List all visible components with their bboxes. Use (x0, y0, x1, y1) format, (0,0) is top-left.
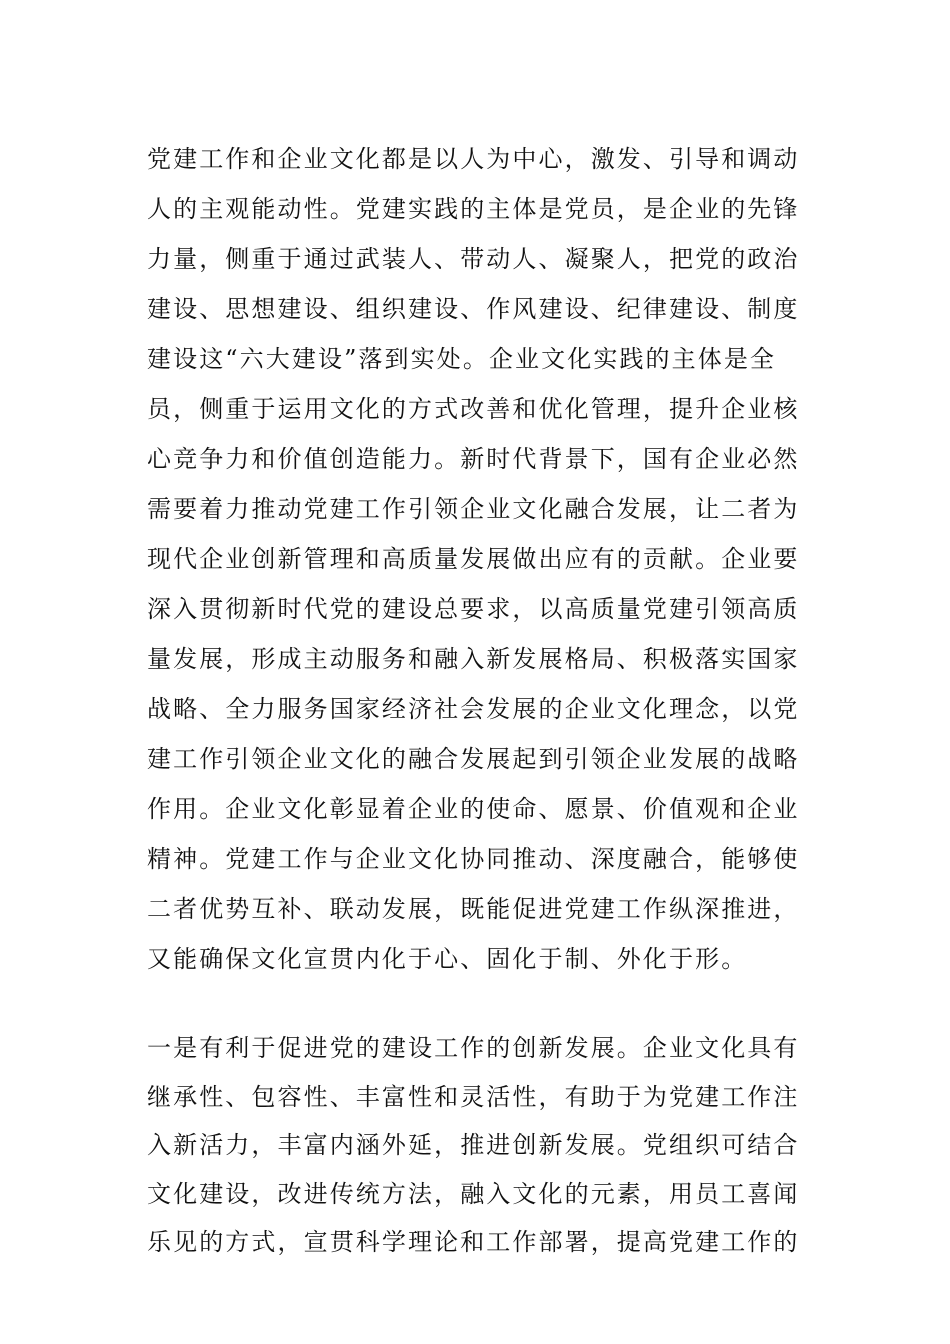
text-line: 力量，侧重于通过武装人、带动人、凝聚人，把党的政治 (147, 245, 800, 273)
text-line: 心竞争力和价值创造能力。新时代背景下，国有企业必然 (147, 445, 800, 473)
text-line: 深入贯彻新时代党的建设总要求，以高质量党建引领高质 (147, 595, 800, 623)
text-line: 精神。党建工作与企业文化协同推动、深度融合，能够使 (147, 845, 800, 873)
paragraph-2 (147, 1024, 807, 1267)
text-line: 党建工作和企业文化都是以人为中心，激发、引导和调动 (147, 145, 800, 173)
text-line: 继承性、包容性、丰富性和灵活性，有助于为党建工作注 (147, 1082, 800, 1111)
paragraph-1 (147, 134, 807, 984)
text-line: 员，侧重于运用文化的方式改善和优化管理，提升企业核 (147, 395, 800, 423)
text-line: 入新活力，丰富内涵外延，推进创新发展。党组织可结合 (147, 1131, 800, 1159)
text-line: 人的主观能动性。党建实践的主体是党员，是企业的先锋 (147, 195, 800, 223)
text-line: 一是有利于促进党的建设工作的创新发展。企业文化具有 (147, 1034, 800, 1062)
text-line: 建设、思想建设、组织建设、作风建设、纪律建设、制度 (147, 295, 800, 323)
text-line: 作用。企业文化彰显着企业的使命、愿景、价值观和企业 (147, 795, 800, 823)
text-line: 又能确保文化宣贯内化于心、固化于制、外化于形。 (147, 945, 748, 973)
text-line: 文化建设，改进传统方法，融入文化的元素，用员工喜闻 (147, 1179, 800, 1208)
text-line: 建设这“六大建设”落到实处。企业文化实践的主体是全 (147, 345, 777, 373)
text-line: 乐见的方式，宣贯科学理论和工作部署，提高党建工作的 (147, 1228, 800, 1256)
text-line: 战略、全力服务国家经济社会发展的企业文化理念，以党 (147, 695, 800, 723)
text-line: 量发展，形成主动服务和融入新发展格局、积极落实国家 (147, 645, 800, 673)
text-line: 现代企业创新管理和高质量发展做出应有的贡献。企业要 (147, 545, 800, 573)
text-line: 建工作引领企业文化的融合发展起到引领企业发展的战略 (147, 745, 800, 773)
text-line: 需要着力推动党建工作引领企业文化融合发展，让二者为 (147, 495, 800, 523)
text-line: 二者优势互补、联动发展，既能促进党建工作纵深推进， (147, 895, 800, 923)
